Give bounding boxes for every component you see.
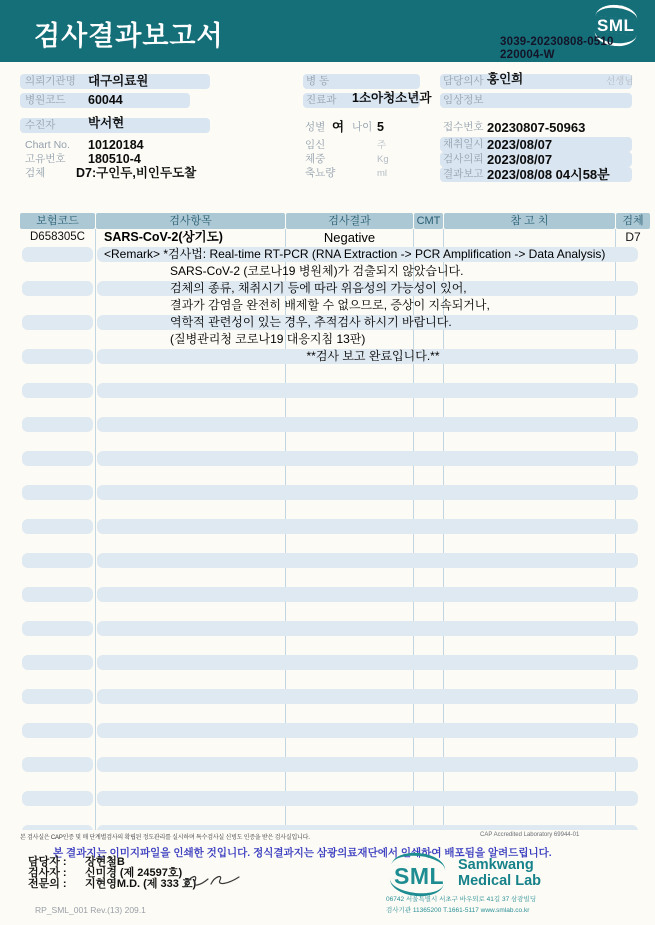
row-stripe <box>97 757 638 772</box>
test-name: SARS-CoV-2(상기도) <box>104 230 223 244</box>
empty-row <box>20 433 650 450</box>
empty-row <box>20 535 650 552</box>
test-result: Negative <box>323 230 376 245</box>
field-value: D7:구인두,비인두도찰 <box>76 166 197 180</box>
field-weight <box>303 152 413 167</box>
field-hospital-code <box>20 93 190 108</box>
field-value: 60044 <box>88 93 123 107</box>
field-label: 임신 <box>305 139 326 151</box>
field-doctor <box>440 74 632 89</box>
field-label: 담당의사 <box>443 75 484 87</box>
remark-row <box>20 246 650 263</box>
row-stripe <box>22 519 93 534</box>
empty-row <box>20 467 650 484</box>
field-pregnancy <box>303 138 413 153</box>
row-stripe <box>97 451 638 466</box>
field-value: 2023/08/07 <box>487 152 553 167</box>
field-collection-date <box>440 137 632 152</box>
field-label: 체중 <box>305 153 326 165</box>
field-ward <box>303 74 420 89</box>
cap-accreditation-number: CAP Accredited Laboratory 69944-01 <box>480 832 580 838</box>
row-stripe <box>22 723 93 738</box>
empty-row <box>20 365 650 382</box>
remark-row <box>20 297 650 314</box>
field-value-age: 5 <box>377 120 384 134</box>
col-header-reference: 참 고 치 <box>444 213 615 229</box>
field-label: 임상정보 <box>443 94 484 106</box>
row-stripe <box>22 417 93 432</box>
col-header-test-item: 검사항목 <box>96 213 285 229</box>
field-department <box>303 91 432 108</box>
field-referring-institution <box>20 74 210 89</box>
field-urine-volume <box>303 166 413 181</box>
lab-name-line2: Medical Lab <box>458 873 541 889</box>
field-label: Chart No. <box>25 139 70 151</box>
remark-row <box>20 314 650 331</box>
row-stripe <box>97 723 638 738</box>
field-value: 10120184 <box>88 138 144 152</box>
field-unit: 주 <box>377 140 387 151</box>
field-label: 결과보고 <box>443 168 484 180</box>
field-label: 병 동 <box>306 75 330 87</box>
row-stripe <box>22 383 93 398</box>
row-stripe <box>97 655 638 670</box>
empty-row <box>20 501 650 518</box>
remark-text: (질병관리청 코로나19 대응지침 13판) <box>170 332 366 346</box>
field-suffix: 선생님 <box>606 76 634 87</box>
empty-row <box>20 773 650 790</box>
field-label: 성별 <box>305 121 326 133</box>
row-stripe <box>22 757 93 772</box>
staff-role: 전문의 : <box>28 878 67 890</box>
row-stripe <box>22 247 93 262</box>
empty-row <box>20 484 650 501</box>
field-value: 180510-4 <box>88 152 141 166</box>
remark-text: 역학적 관련성이 있는 경우, 추적검사 하시기 바랍니다. <box>170 315 452 329</box>
lab-contact: 검사기관 11365200 T.1661-5117 www.smlab.co.kr <box>386 907 530 914</box>
remark-text: 검체의 종류, 채취시기 등에 따라 위음성의 가능성이 있어, <box>170 281 467 295</box>
empty-row <box>20 688 650 705</box>
row-stripe <box>22 451 93 466</box>
field-value: 20230807-50963 <box>487 120 586 135</box>
field-value: 1소아청소년과 <box>352 91 432 105</box>
sml-footer-logo-icon <box>388 853 452 895</box>
field-label: 수진자 <box>25 119 56 131</box>
print-notice: 본 결과지는 이미지파일을 인쇄한 것입니다. 정식결과지는 삼광의료재단에서 인쇄하여 배포됨을 알려드립니다. <box>53 847 552 859</box>
lab-name-line1: Samkwang <box>458 857 534 873</box>
row-stripe <box>22 281 93 296</box>
staff-role: 검사자 : <box>28 867 67 879</box>
row-stripe <box>22 655 93 670</box>
field-value: 홍인희 <box>487 72 524 86</box>
empty-row <box>20 756 650 773</box>
field-unit: ml <box>377 168 388 179</box>
row-stripe <box>97 519 638 534</box>
empty-row <box>20 450 650 467</box>
field-patient-name <box>20 118 210 133</box>
field-clinical-info <box>440 93 632 108</box>
field-value: 2023/08/08 04시58분 <box>487 167 610 182</box>
empty-row <box>20 416 650 433</box>
row-stripe <box>97 791 638 806</box>
remark-row <box>20 348 650 365</box>
row-stripe <box>97 621 638 636</box>
result-row <box>20 229 650 246</box>
row-stripe <box>22 587 93 602</box>
document-form-number: RP_SML_001 Rev.(13) 209.1 <box>35 905 146 915</box>
field-value: 2023/08/07 <box>487 137 553 152</box>
field-label: 접수번호 <box>443 121 484 133</box>
empty-row <box>20 824 650 830</box>
row-stripe <box>22 315 93 330</box>
empty-row <box>20 552 650 569</box>
row-stripe <box>22 825 93 830</box>
signature <box>183 872 241 892</box>
field-label: 축뇨량 <box>305 167 336 179</box>
remark-text: 결과가 감염을 완전히 배제할 수 없으므로, 증상이 지속되거나, <box>170 298 490 312</box>
empty-row <box>20 807 650 824</box>
row-stripe <box>22 791 93 806</box>
logo-text: SML <box>597 16 635 35</box>
logo-text: SML <box>394 863 445 889</box>
staff-role: 담당자 : <box>28 856 67 868</box>
field-chart-no <box>20 138 230 153</box>
results-table <box>20 213 650 830</box>
remark-row <box>20 263 650 280</box>
field-unit: Kg <box>377 154 389 165</box>
empty-row <box>20 382 650 399</box>
field-label: 채취일시 <box>443 138 484 150</box>
cap-certification-line: 본 검사실은 CAP인증 및 매 단계별검사의 확립된 정도관리를 실시하며 특수검사실 신빙도 인증을 받은 검사실입니다. <box>20 835 310 841</box>
field-label: 의뢰기관명 <box>25 75 76 87</box>
row-stripe <box>22 689 93 704</box>
field-label: 고유번호 <box>25 153 66 165</box>
staff-name: 장현철B <box>85 856 125 868</box>
field-label: 진료과 <box>306 94 337 106</box>
row-stripe <box>97 689 638 704</box>
field-label: 병원코드 <box>25 94 66 106</box>
row-stripe <box>97 485 638 500</box>
lab-address: 06742 서울특별시 서초구 바우뫼로 41길 37 삼광빌딩 <box>386 896 537 903</box>
field-value-sex: 여 <box>332 120 345 134</box>
col-header-result: 검사결과 <box>286 213 413 229</box>
empty-row <box>20 739 650 756</box>
report-header <box>0 0 655 62</box>
field-unique-no <box>20 152 230 167</box>
remark-text: SARS-CoV-2 (코로나19 병원체)가 검출되지 않았습니다. <box>170 264 464 278</box>
remark-text: <Remark> *검사법: Real-time RT-PCR (RNA Extraction -> PCR Amplification -> Data Analysis) <box>104 247 606 261</box>
row-stripe <box>22 553 93 568</box>
field-label: 나이 <box>352 121 373 133</box>
empty-row <box>20 790 650 807</box>
field-value: 박서현 <box>88 116 125 130</box>
field-value: 대구의료원 <box>88 74 149 88</box>
empty-row <box>20 671 650 688</box>
field-label: 검체 <box>25 167 46 179</box>
remark-text: **검사 보고 완료입니다.** <box>306 349 440 363</box>
empty-row <box>20 586 650 603</box>
row-stripe <box>22 485 93 500</box>
row-stripe <box>97 587 638 602</box>
report-title: 검사결과보고서 <box>34 21 224 51</box>
col-header-cmt: CMT <box>414 213 443 229</box>
field-receipt-no <box>440 120 655 135</box>
empty-row <box>20 518 650 535</box>
empty-row <box>20 603 650 620</box>
staff-name: 신미경 (제 24597호) <box>85 867 183 879</box>
field-report-date <box>440 167 632 182</box>
field-label: 검사의뢰 <box>443 153 484 165</box>
remark-row <box>20 331 650 348</box>
row-stripe <box>22 349 93 364</box>
empty-row <box>20 620 650 637</box>
report-number-line2: 220004-W <box>500 49 555 61</box>
empty-row <box>20 569 650 586</box>
col-header-insurance-code: 보험코드 <box>20 213 95 229</box>
remark-row <box>20 280 650 297</box>
insurance-code: D658305C <box>30 231 85 243</box>
empty-row <box>20 654 650 671</box>
staff-name: 지현영M.D. (제 333 호) <box>85 878 197 890</box>
empty-row <box>20 722 650 739</box>
row-stripe <box>97 553 638 568</box>
empty-row <box>20 637 650 654</box>
field-sex-age <box>303 120 443 135</box>
row-stripe <box>22 621 93 636</box>
field-request-date <box>440 152 632 167</box>
specimen-code: D7 <box>625 230 641 244</box>
empty-row <box>20 399 650 416</box>
row-stripe <box>97 417 638 432</box>
row-stripe <box>97 825 638 830</box>
col-header-specimen: 검체 <box>616 213 650 229</box>
report-number-line1: 3039-20230808-0510 <box>500 36 614 48</box>
row-stripe <box>97 383 638 398</box>
field-specimen <box>20 166 260 181</box>
empty-row <box>20 705 650 722</box>
